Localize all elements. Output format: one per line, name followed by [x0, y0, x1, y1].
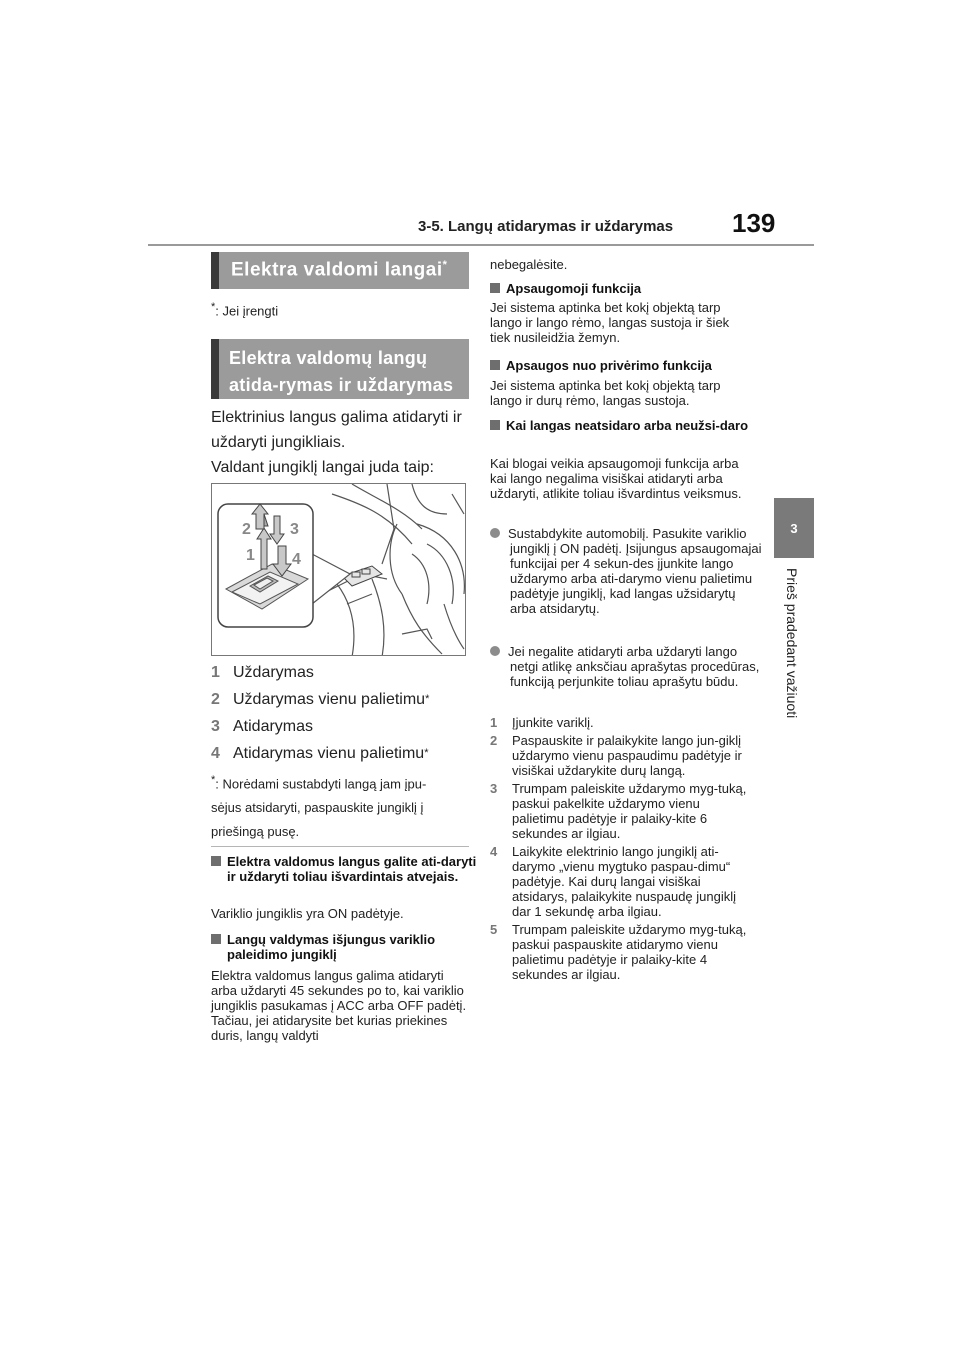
square-bullet-icon [211, 934, 221, 944]
section-body: Elektra valdomus langus galima atidaryti arba uždaryti 45 sekundes po to, kai variklio jungiklis pasukamas į ACC arba OFF padėtį. Tačiau, jei atidarysite bet kurias priekines duris, langų valdyti [211, 968, 467, 1043]
item-number: 4 [211, 745, 220, 762]
section-body: Jei sistema aptinka bet kokį objektą tarp lango ir lango rėmo, langas sustoja ir šiek tiek nusileidžia žemyn. [490, 300, 730, 345]
footnote-equipped [211, 300, 473, 318]
chapter-tab: 3 [774, 498, 814, 558]
list-item [211, 660, 473, 687]
section-banner-open-close: Elektra valdomų langų atida-rymas ir uždarymas [211, 339, 469, 399]
list-item [211, 714, 473, 741]
chapter-label: Prieš pradedant važiuoti [784, 568, 800, 719]
list-item [211, 687, 473, 714]
list-item [490, 733, 752, 778]
footnote-marker: * [442, 259, 448, 271]
switch-actions-list [211, 660, 473, 768]
footnote-marker: * [211, 774, 216, 786]
step-text: Trumpam paleiskite uždarymo myg-tuką, paskui paspauskite atidarymo vienu palietimu padėtyje ir palaiky-kite 4 sekundes ar ilgiau. [512, 922, 747, 982]
item-text: Atidarymas vienu palietimu [233, 745, 425, 762]
step-text: Trumpam paleiskite uždarymo myg-tuką, paskui pakelkite uždarymo vienu palietimu padėtyje ir palaiky-kite 6 sekundes ar ilgiau. [512, 781, 747, 841]
section-heading: Apsaugomoji funkcija [490, 281, 768, 296]
illustration-label-4: 4 [292, 551, 301, 568]
item-number: 1 [211, 664, 220, 681]
step-number: 4 [490, 844, 498, 859]
running-header: 3-5. Langų atidarymas ir uždarymas [418, 218, 674, 235]
window-switch-illustration [211, 483, 466, 656]
item-text: Atidarymas [233, 718, 314, 735]
section-heading: Apsaugos nuo privėrimo funkcija [490, 358, 768, 373]
step-number: 5 [490, 922, 498, 937]
page-number: 139 [732, 208, 776, 238]
footnote-marker: * [424, 747, 429, 759]
intro-paragraph: Elektrinius langus galima atidaryti ir uždaryti jungikliais. [211, 409, 462, 451]
section-banner-power-windows [211, 252, 469, 289]
step-text: Paspauskite ir palaikykite lango jun-giklį uždarymo vienu paspaudimu padėtyje ir visiškai uždarykite durų langą. [512, 733, 742, 778]
footnote-marker: * [211, 301, 216, 313]
list-item [490, 781, 752, 841]
step-text: Laikykite elektrinio lango jungiklį ati-darymo „vienu mygtuko paspau-dimu“ padėtyje. Kai durų langai visiškai atsidarys, palaikykite nuspaudę jungiklį dar 1 sekundę arba ilgiau. [512, 844, 737, 919]
section-body: Variklio jungiklis yra ON padėtyje. [211, 906, 404, 921]
item-number: 2 [211, 691, 220, 708]
procedure-steps [490, 715, 752, 982]
section-body: Kai blogai veikia apsaugomoji funkcija arba kai lango negalima visiškai atidaryti arba uždaryti, atlikite toliau išvardintus veiksmus. [490, 456, 742, 501]
step-number: 1 [490, 715, 498, 730]
section-heading: Langų valdymas išjungus variklio paleidimo jungiklį [211, 932, 482, 962]
illustration-label-1: 1 [246, 547, 255, 564]
divider [211, 846, 469, 847]
intro-paragraph-2: Valdant jungiklį langai juda taip: [211, 459, 434, 476]
item-text: Uždarymas [233, 664, 314, 681]
section-heading: Kai langas neatsidaro arba neužsi-daro [490, 418, 768, 433]
section-heading: Elektra valdomus langus galite ati-daryti ir uždaryti toliau išvardintais atvejais. [211, 854, 482, 884]
illustration-label-3: 3 [290, 521, 299, 538]
square-bullet-icon [490, 420, 500, 430]
bullet-item: Sustabdykite automobilį. Pasukite variklio jungiklį į ON padėtį. Įsijungus apsaugomajai funkcijai per 4 sekun-des įjunkite lango uždarymo arba ati-darymo vienu palietimu padėtyje jungiklį, kad langas užsidarytų arba atsidarytų. [490, 526, 765, 616]
circle-bullet-icon [490, 646, 500, 656]
footnote-stop [211, 768, 456, 844]
item-text: Uždarymas vienu palietimu [233, 691, 426, 708]
list-item [490, 922, 752, 982]
square-bullet-icon [490, 360, 500, 370]
continued-text: nebegalėsite. [490, 257, 568, 272]
footnote-marker: * [425, 693, 430, 705]
circle-bullet-icon [490, 528, 500, 538]
item-number: 3 [211, 718, 220, 735]
step-text: Įjunkite variklį. [512, 715, 594, 730]
banner-text: Elektra valdomi langai [231, 259, 443, 281]
switch-drawing [212, 484, 466, 656]
square-bullet-icon [490, 283, 500, 293]
illustration-label-2: 2 [242, 521, 251, 538]
footnote-text: : Norėdami sustabdyti langą jam įpu-sėjus atsidaryti, paspauskite jungiklį į priešingą pusę. [211, 776, 427, 840]
list-item [490, 844, 752, 919]
bullet-item: Jei negalite atidaryti arba uždaryti lango netgi atlikę anksčiau aprašytas procedūras, funkciją perjunkite toliau aprašytu būdu. [490, 644, 765, 689]
list-item [490, 715, 752, 730]
footnote-text: : Jei įrengti [215, 303, 279, 319]
step-number: 2 [490, 733, 498, 748]
list-item [211, 741, 473, 768]
square-bullet-icon [211, 856, 221, 866]
header-rule [148, 244, 814, 246]
section-body: Jei sistema aptinka bet kokį objektą tarp lango ir durų rėmo, langas sustoja. [490, 378, 721, 408]
step-number: 3 [490, 781, 498, 796]
